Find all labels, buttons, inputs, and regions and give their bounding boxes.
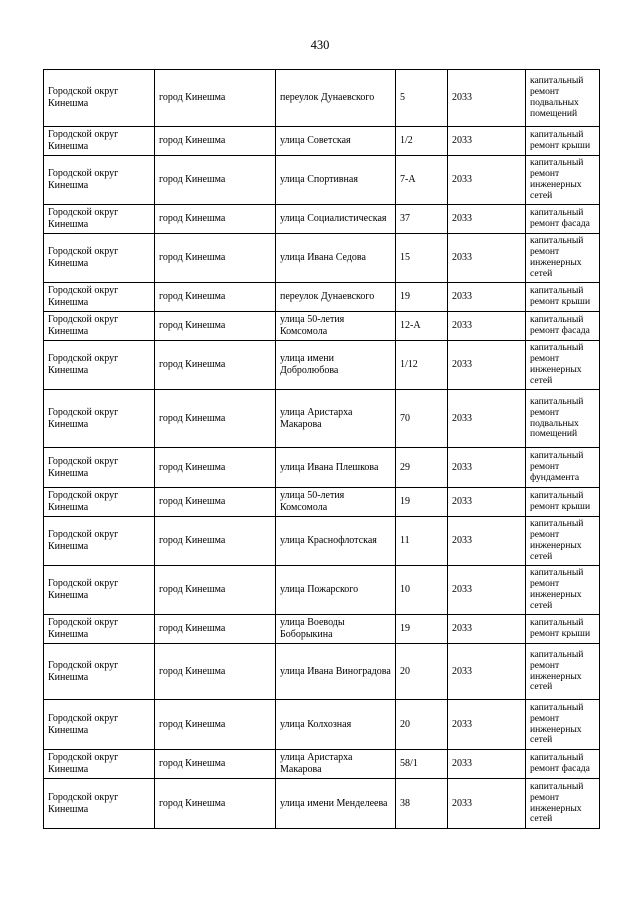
year-cell: 2033 [448, 517, 526, 566]
house-number-cell: 19 [396, 488, 448, 517]
work-type-cell: капитальный ремонт инженерных сетей [526, 566, 600, 615]
house-number-cell: 11 [396, 517, 448, 566]
city-cell: город Кинешма [155, 615, 276, 644]
work-type-cell: капитальный ремонт инженерных сетей [526, 341, 600, 390]
table-body [44, 70, 600, 829]
table-row [44, 448, 600, 488]
street-cell: улица Социалистическая [276, 205, 396, 234]
district-cell: Городской округ Кинешма [44, 234, 155, 283]
street-cell: улица Советская [276, 127, 396, 156]
work-type-cell: капитальный ремонт крыши [526, 615, 600, 644]
table-row [44, 205, 600, 234]
house-number-cell: 19 [396, 615, 448, 644]
district-cell: Городской округ Кинешма [44, 566, 155, 615]
district-cell: Городской округ Кинешма [44, 205, 155, 234]
house-number-cell: 29 [396, 448, 448, 488]
street-cell: переулок Дунаевского [276, 70, 396, 127]
street-cell: улица Аристарха Макарова [276, 390, 396, 448]
work-type-cell: капитальный ремонт фундамента [526, 448, 600, 488]
street-cell: улица 50-летия Комсомола [276, 488, 396, 517]
table-row [44, 488, 600, 517]
district-cell: Городской округ Кинешма [44, 488, 155, 517]
house-number-cell: 1/2 [396, 127, 448, 156]
house-number-cell: 10 [396, 566, 448, 615]
district-cell: Городской округ Кинешма [44, 517, 155, 566]
house-number-cell: 15 [396, 234, 448, 283]
page-number: 430 [310, 38, 330, 52]
city-cell: город Кинешма [155, 566, 276, 615]
work-type-cell: капитальный ремонт инженерных сетей [526, 517, 600, 566]
house-number-cell: 20 [396, 700, 448, 750]
work-type-cell: капитальный ремонт инженерных сетей [526, 156, 600, 205]
house-number-cell: 20 [396, 644, 448, 700]
table-row [44, 700, 600, 750]
year-cell: 2033 [448, 283, 526, 312]
city-cell: город Кинешма [155, 283, 276, 312]
year-cell: 2033 [448, 127, 526, 156]
street-cell: улица имени Добролюбова [276, 341, 396, 390]
district-cell: Городской округ Кинешма [44, 283, 155, 312]
city-cell: город Кинешма [155, 234, 276, 283]
work-type-cell: капитальный ремонт фасада [526, 750, 600, 779]
table-row [44, 517, 600, 566]
table-row [44, 615, 600, 644]
work-type-cell: капитальный ремонт фасада [526, 312, 600, 341]
table-row [44, 70, 600, 127]
city-cell: город Кинешма [155, 448, 276, 488]
work-type-cell: капитальный ремонт крыши [526, 488, 600, 517]
year-cell: 2033 [448, 234, 526, 283]
table-row [44, 234, 600, 283]
district-cell: Городской округ Кинешма [44, 127, 155, 156]
house-number-cell: 7-А [396, 156, 448, 205]
work-type-cell: капитальный ремонт фасада [526, 205, 600, 234]
city-cell: город Кинешма [155, 312, 276, 341]
house-number-cell: 1/12 [396, 341, 448, 390]
year-cell: 2033 [448, 779, 526, 829]
street-cell: улица Краснофлотская [276, 517, 396, 566]
table-row [44, 750, 600, 779]
street-cell: улица имени Менделеева [276, 779, 396, 829]
house-number-cell: 12-А [396, 312, 448, 341]
street-cell: улица Колхозная [276, 700, 396, 750]
city-cell: город Кинешма [155, 750, 276, 779]
house-number-cell: 70 [396, 390, 448, 448]
year-cell: 2033 [448, 341, 526, 390]
district-cell: Городской округ Кинешма [44, 700, 155, 750]
district-cell: Городской округ Кинешма [44, 615, 155, 644]
city-cell: город Кинешма [155, 156, 276, 205]
year-cell: 2033 [448, 70, 526, 127]
street-cell: улица Пожарского [276, 566, 396, 615]
district-cell: Городской округ Кинешма [44, 448, 155, 488]
district-cell: Городской округ Кинешма [44, 644, 155, 700]
work-type-cell: капитальный ремонт крыши [526, 127, 600, 156]
city-cell: город Кинешма [155, 390, 276, 448]
street-cell: улица Ивана Виноградова [276, 644, 396, 700]
city-cell: город Кинешма [155, 488, 276, 517]
year-cell: 2033 [448, 488, 526, 517]
city-cell: город Кинешма [155, 70, 276, 127]
table-row [44, 390, 600, 448]
year-cell: 2033 [448, 750, 526, 779]
work-type-cell: капитальный ремонт подвальных помещений [526, 390, 600, 448]
year-cell: 2033 [448, 448, 526, 488]
work-type-cell: капитальный ремонт инженерных сетей [526, 644, 600, 700]
street-cell: улица 50-летия Комсомола [276, 312, 396, 341]
house-number-cell: 58/1 [396, 750, 448, 779]
work-type-cell: капитальный ремонт инженерных сетей [526, 234, 600, 283]
year-cell: 2033 [448, 156, 526, 205]
city-cell: город Кинешма [155, 517, 276, 566]
house-number-cell: 38 [396, 779, 448, 829]
table-row [44, 156, 600, 205]
work-type-cell: капитальный ремонт крыши [526, 283, 600, 312]
street-cell: переулок Дунаевского [276, 283, 396, 312]
house-number-cell: 37 [396, 205, 448, 234]
city-cell: город Кинешма [155, 205, 276, 234]
table-row [44, 341, 600, 390]
city-cell: город Кинешма [155, 127, 276, 156]
year-cell: 2033 [448, 566, 526, 615]
city-cell: город Кинешма [155, 341, 276, 390]
year-cell: 2033 [448, 700, 526, 750]
work-type-cell: капитальный ремонт инженерных сетей [526, 779, 600, 829]
district-cell: Городской округ Кинешма [44, 750, 155, 779]
year-cell: 2033 [448, 205, 526, 234]
street-cell: улица Ивана Седова [276, 234, 396, 283]
table-row [44, 127, 600, 156]
year-cell: 2033 [448, 615, 526, 644]
street-cell: улица Аристарха Макарова [276, 750, 396, 779]
street-cell: улица Воеводы Боборыкина [276, 615, 396, 644]
table-row [44, 283, 600, 312]
work-type-cell: капитальный ремонт инженерных сетей [526, 700, 600, 750]
city-cell: город Кинешма [155, 700, 276, 750]
street-cell: улица Спортивная [276, 156, 396, 205]
city-cell: город Кинешма [155, 779, 276, 829]
district-cell: Городской округ Кинешма [44, 341, 155, 390]
city-cell: город Кинешма [155, 644, 276, 700]
repair-schedule-table [43, 69, 600, 829]
table-row [44, 312, 600, 341]
district-cell: Городской округ Кинешма [44, 312, 155, 341]
district-cell: Городской округ Кинешма [44, 156, 155, 205]
district-cell: Городской округ Кинешма [44, 779, 155, 829]
table-row [44, 566, 600, 615]
year-cell: 2033 [448, 312, 526, 341]
year-cell: 2033 [448, 644, 526, 700]
table-row [44, 779, 600, 829]
house-number-cell: 5 [396, 70, 448, 127]
work-type-cell: капитальный ремонт подвальных помещений [526, 70, 600, 127]
street-cell: улица Ивана Плешкова [276, 448, 396, 488]
district-cell: Городской округ Кинешма [44, 390, 155, 448]
district-cell: Городской округ Кинешма [44, 70, 155, 127]
table-row [44, 644, 600, 700]
year-cell: 2033 [448, 390, 526, 448]
house-number-cell: 19 [396, 283, 448, 312]
